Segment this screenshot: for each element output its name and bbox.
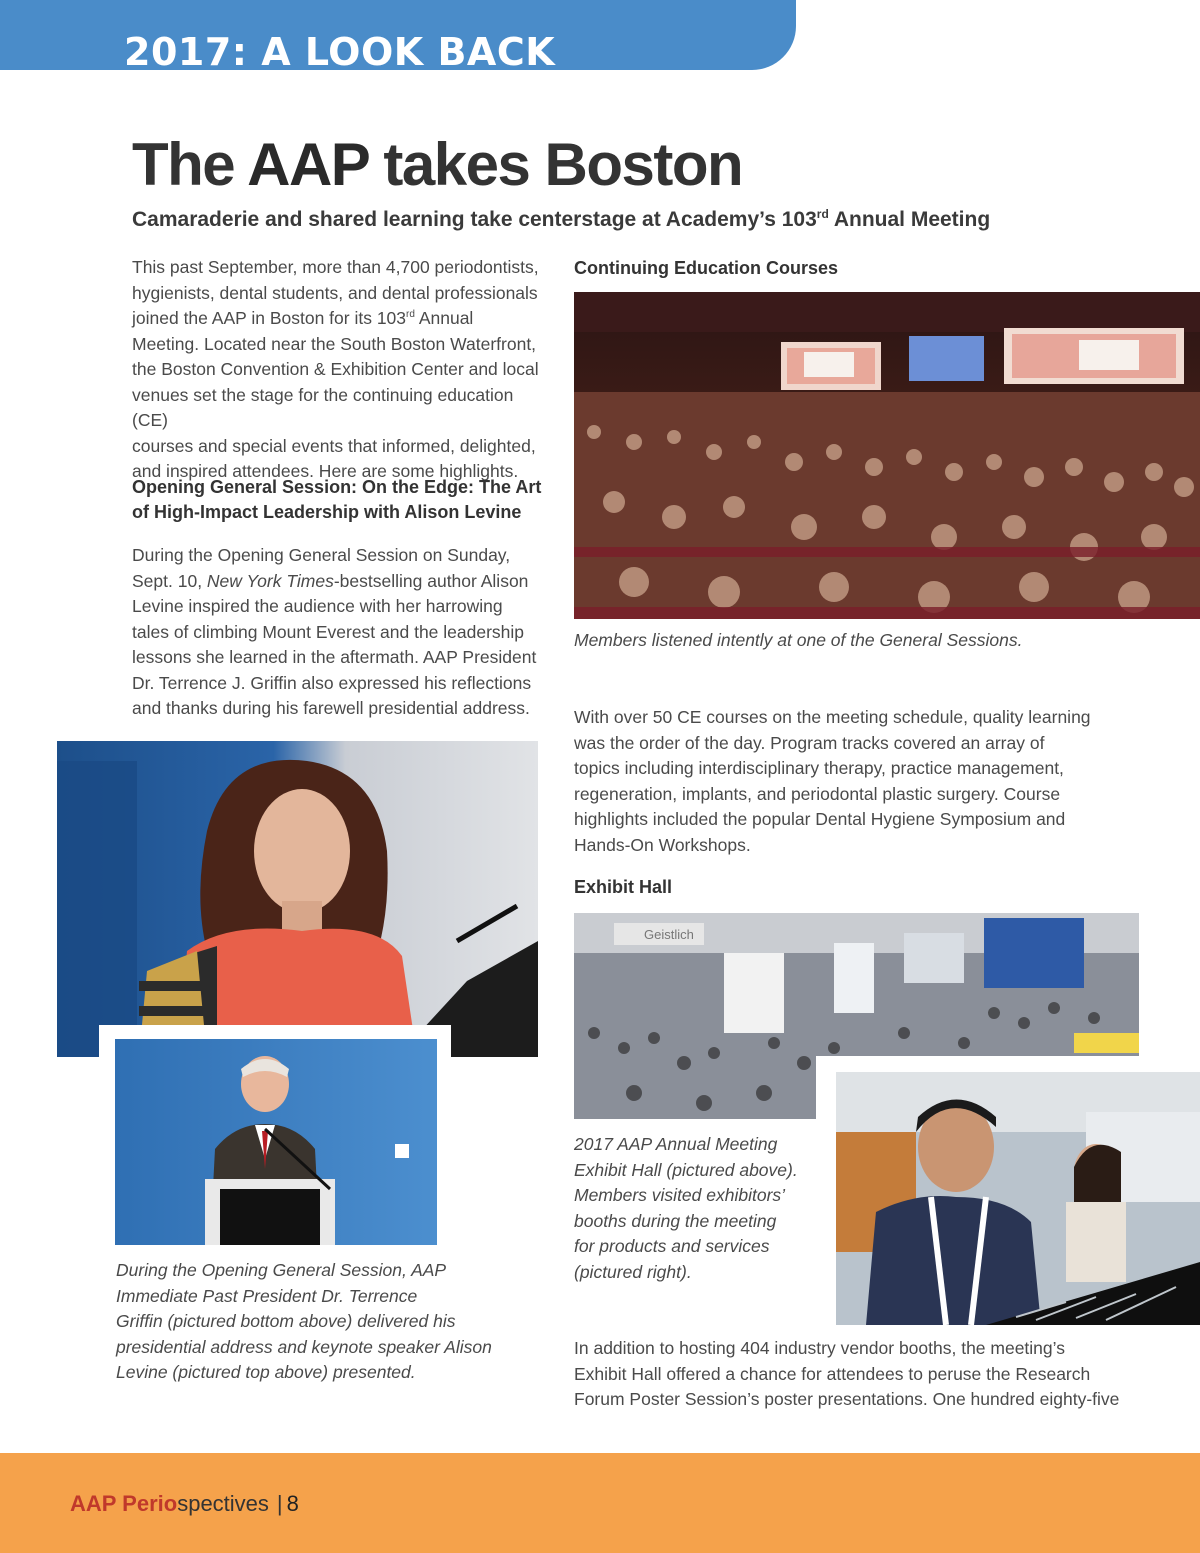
text-line: Dr. Terrence J. Griffin also expressed his reflections [132,672,532,693]
heading-line: Opening General Session: On the Edge: The Art [132,477,542,497]
text-span: joined the AAP in Boston for its 103 [132,308,407,328]
caption-line: Levine (pictured top above) presented. [116,1362,416,1382]
title-pre: The [132,131,248,198]
past-president-photo [115,1039,437,1245]
general-session-caption: Members listened intently at one of the General Sessions. [574,630,1023,650]
caption-line: booths during the meeting [574,1210,777,1231]
text-line: lessons she learned in the aftermath. AAP President [132,647,537,667]
text-line: Exhibit Hall offered a chance for attendees to peruse the Research [574,1363,1091,1384]
text-line: tales of climbing Mount Everest and the leadership [132,621,525,642]
caption-line: for products and services [574,1236,770,1256]
subtitle [132,207,990,232]
text-line: Hands-On Workshops. [574,834,751,855]
keynote-speaker-photo [57,741,538,1057]
page-title [132,130,742,199]
italic-text: New York Times [206,570,334,591]
caption-line: (pictured right). [574,1261,692,1282]
general-session-photo [574,292,1200,619]
subtitle-sup: rd [816,207,829,221]
text-line [132,569,552,595]
subtitle-pre: Camaraderie and shared learning take centerstage at Academy’s 103 [132,208,817,231]
text-span: -bestselling author Alison [333,570,529,591]
caption-line: Griffin (pictured bottom above) delivered his [116,1311,456,1331]
caption-line: Exhibit Hall (pictured above). [574,1159,798,1180]
text-line: During the Opening General Session on Sunday, [132,545,511,565]
text-line: and thanks during his farewell presidential address. [132,698,530,718]
text-line: was the order of the day. Program tracks covered an array of [574,732,1045,753]
text-line: courses and special events that informed, delighted, [132,435,536,456]
text-line: In addition to hosting 404 industry vendor booths, the meeting’s [574,1338,1065,1358]
exhibit-hall-caption [574,1132,814,1285]
text-line: and inspired attendees. Here are some highlights. [132,461,519,481]
exhibitor-photo-frame [816,1056,1200,1335]
brand-aap: AAP [70,1491,123,1516]
footer-separator: | [276,1491,283,1516]
ce-courses-heading: Continuing Education Courses [574,258,838,278]
opening-session-paragraph [132,543,552,722]
past-president-photo-frame [99,1025,451,1259]
text-line: hygienists, dental students, and dental professionals [132,282,538,303]
exhibitor-photo [836,1072,1200,1325]
subtitle-post: Annual Meeting [828,208,991,231]
exhibit-hall-paragraph [574,1336,1134,1413]
brand-perio: Perio [122,1491,178,1516]
text-line: venues set the stage for the continuing education (CE) [132,384,514,430]
text-line: This past September, more than 4,700 periodontists, [132,257,539,277]
footer-brand [70,1491,299,1517]
caption-line: Members visited exhibitors’ [574,1185,786,1205]
text-line: Meeting. Located near the South Boston Waterfront, [132,333,537,354]
text-line: the Boston Convention & Exhibition Center and local [132,359,539,379]
page-number: 8 [286,1491,299,1516]
section-tab-label: 2017: A LOOK BACK [124,30,556,70]
title-post: takes Boston [368,131,743,198]
text-line [132,306,552,332]
page-footer [0,1453,1200,1553]
caption-line: presidential address and keynote speaker Alison [116,1336,492,1357]
ce-courses-paragraph [574,705,1134,858]
exhibit-hall-heading: Exhibit Hall [574,877,673,897]
brand-spectives: spectives [177,1491,269,1516]
text-line: highlights included the popular Dental Hygiene Symposium and [574,809,1066,829]
intro-paragraph [132,255,552,485]
title-bold: AAP [247,131,369,198]
booth-sign: Geistlich [644,927,694,942]
heading-line: of High-Impact Leadership with Alison Levine [132,502,522,522]
caption-line: Immediate Past President Dr. Terrence [116,1285,418,1306]
text-span: Sept. 10, [132,570,207,591]
caption-line: During the Opening General Session, AAP [116,1260,447,1280]
text-line: Levine inspired the audience with her harrowing [132,596,503,616]
section-tab [0,0,796,70]
text-span: Annual [414,308,474,328]
text-line: topics including interdisciplinary therapy, practice management, [574,758,1064,778]
text-line: regeneration, implants, and periodontal plastic surgery. Course [574,783,1061,804]
superscript: rd [406,309,415,321]
opening-session-heading [132,475,552,525]
speakers-caption [116,1258,536,1386]
caption-line: 2017 AAP Annual Meeting [574,1134,778,1154]
text-line: Forum Poster Session’s poster presentations. One hundred eighty-five [574,1389,1120,1409]
text-line: With over 50 CE courses on the meeting schedule, quality learning [574,707,1091,727]
